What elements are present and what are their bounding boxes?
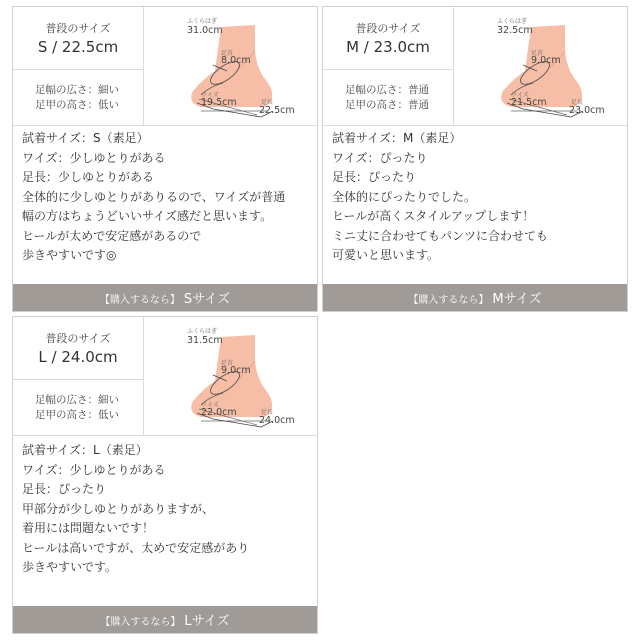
foot-diagram bbox=[453, 7, 628, 125]
usual-size-label: 普段のサイズ bbox=[355, 22, 421, 35]
usual-size-value: M / 23.0cm bbox=[346, 38, 430, 56]
wise-label: ワイズ bbox=[201, 402, 219, 409]
buy-prefix: 【購入するなら】 bbox=[100, 617, 181, 628]
length-value: 22.5cm bbox=[259, 105, 295, 116]
length-value: 24.0cm bbox=[259, 415, 295, 426]
buy-size-label: Sサイズ bbox=[183, 292, 231, 307]
wise-label: ワイズ bbox=[511, 92, 529, 99]
usual-size-value: L / 24.0cm bbox=[38, 348, 118, 366]
usual-size-label: 普段のサイズ bbox=[45, 332, 111, 345]
wise-value: 21.5cm bbox=[511, 97, 547, 108]
review-line: 足長：ぴったり bbox=[22, 482, 107, 496]
review-line: 着用には問題ないです！ bbox=[22, 521, 155, 535]
calf-value: 31.5cm bbox=[187, 335, 223, 346]
review-line: 足長：少しゆとりがある bbox=[22, 170, 155, 184]
usual-size-box bbox=[323, 7, 453, 70]
review-text bbox=[22, 129, 285, 266]
length-label: 足長 bbox=[261, 409, 274, 416]
card-header bbox=[13, 317, 317, 436]
usual-size-box bbox=[13, 317, 143, 380]
buy-size-label: Lサイズ bbox=[184, 614, 230, 629]
buy-m-size-button[interactable] bbox=[323, 284, 627, 311]
calf-label: ふくらはぎ bbox=[497, 18, 528, 25]
buy-size-label: Mサイズ bbox=[492, 292, 542, 307]
review-line: 甲部分が少しゆとりがありますが、 bbox=[22, 501, 215, 516]
instep-height: 足甲の高さ：普通 bbox=[345, 99, 429, 111]
calf-value: 32.5cm bbox=[497, 25, 533, 36]
wise-value: 19.5cm bbox=[201, 97, 237, 108]
ankle-label: 足首 bbox=[531, 50, 544, 57]
foot-width: 足幅の広さ：細い bbox=[35, 84, 119, 96]
review-line: ワイズ：少しゆとりがある bbox=[22, 150, 166, 165]
review-line: ワイズ：ぴったり bbox=[332, 150, 428, 165]
length-label: 足長 bbox=[571, 99, 584, 106]
usual-size-panel bbox=[323, 7, 454, 125]
ankle-value: 8.0cm bbox=[221, 55, 251, 66]
buy-prefix: 【購入するなら】 bbox=[99, 295, 180, 306]
ankle-label: 足首 bbox=[221, 360, 234, 367]
review-line: ワイズ：少しゆとりがある bbox=[22, 462, 166, 477]
review-line: 全体的にぴったりでした。 bbox=[332, 189, 477, 204]
review-line: ヒールは高いですが、太めで安定感があり bbox=[22, 540, 250, 555]
wise-label: ワイズ bbox=[201, 92, 219, 99]
usual-size-box bbox=[13, 7, 143, 70]
buy-prefix: 【購入するなら】 bbox=[408, 295, 489, 306]
calf-value: 31.0cm bbox=[187, 25, 223, 36]
usual-size-panel bbox=[13, 317, 144, 435]
review-line: 試着サイズ：S（素足） bbox=[22, 131, 149, 145]
review-line: 可愛いと思います。 bbox=[332, 248, 440, 262]
review-line: 幅の方はちょうどいいサイズ感だと思います。 bbox=[22, 209, 273, 223]
wise-value: 22.0cm bbox=[201, 407, 237, 418]
calf-label: ふくらはぎ bbox=[187, 18, 218, 25]
buy-l-size-button[interactable] bbox=[13, 606, 317, 633]
review-line: 全体的に少しゆとりがありるので、ワイズが普通 bbox=[22, 189, 286, 204]
review-line: 歩きやすいです◎ bbox=[22, 248, 117, 262]
review-text bbox=[332, 129, 548, 266]
review-line: ヒールが高くスタイルアップします！ bbox=[332, 209, 535, 223]
usual-size-label: 普段のサイズ bbox=[45, 22, 111, 35]
review-card-m bbox=[322, 6, 628, 312]
ankle-value: 9.0cm bbox=[531, 55, 561, 66]
length-label: 足長 bbox=[261, 99, 274, 106]
review-line: 歩きやすいです。 bbox=[22, 560, 118, 574]
review-card-s bbox=[12, 6, 318, 312]
review-line: 試着サイズ：L（素足） bbox=[22, 443, 148, 457]
review-line: ミニ丈に合わせてもパンツに合わせても bbox=[332, 228, 549, 243]
ankle-label: 足首 bbox=[221, 50, 234, 57]
review-card-l bbox=[12, 316, 318, 634]
review-line: 試着サイズ：M（素足） bbox=[332, 131, 462, 145]
review-line: ヒールが太めで安定感があるので bbox=[22, 228, 202, 243]
foot-width: 足幅の広さ：普通 bbox=[345, 84, 429, 96]
calf-label: ふくらはぎ bbox=[187, 328, 218, 335]
foot-width: 足幅の広さ：細い bbox=[35, 394, 119, 406]
card-header bbox=[13, 7, 317, 126]
usual-size-panel bbox=[13, 7, 144, 125]
review-line: 足長：ぴったり bbox=[332, 170, 417, 184]
usual-size-value: S / 22.5cm bbox=[37, 38, 119, 56]
buy-s-size-button[interactable] bbox=[13, 284, 317, 311]
card-header bbox=[323, 7, 627, 126]
foot-diagram bbox=[143, 317, 318, 435]
instep-height: 足甲の高さ：低い bbox=[35, 99, 119, 111]
ankle-value: 9.0cm bbox=[221, 365, 251, 376]
length-value: 23.0cm bbox=[569, 105, 605, 116]
instep-height: 足甲の高さ：低い bbox=[35, 409, 119, 421]
foot-diagram bbox=[143, 7, 318, 125]
review-text bbox=[22, 441, 249, 578]
